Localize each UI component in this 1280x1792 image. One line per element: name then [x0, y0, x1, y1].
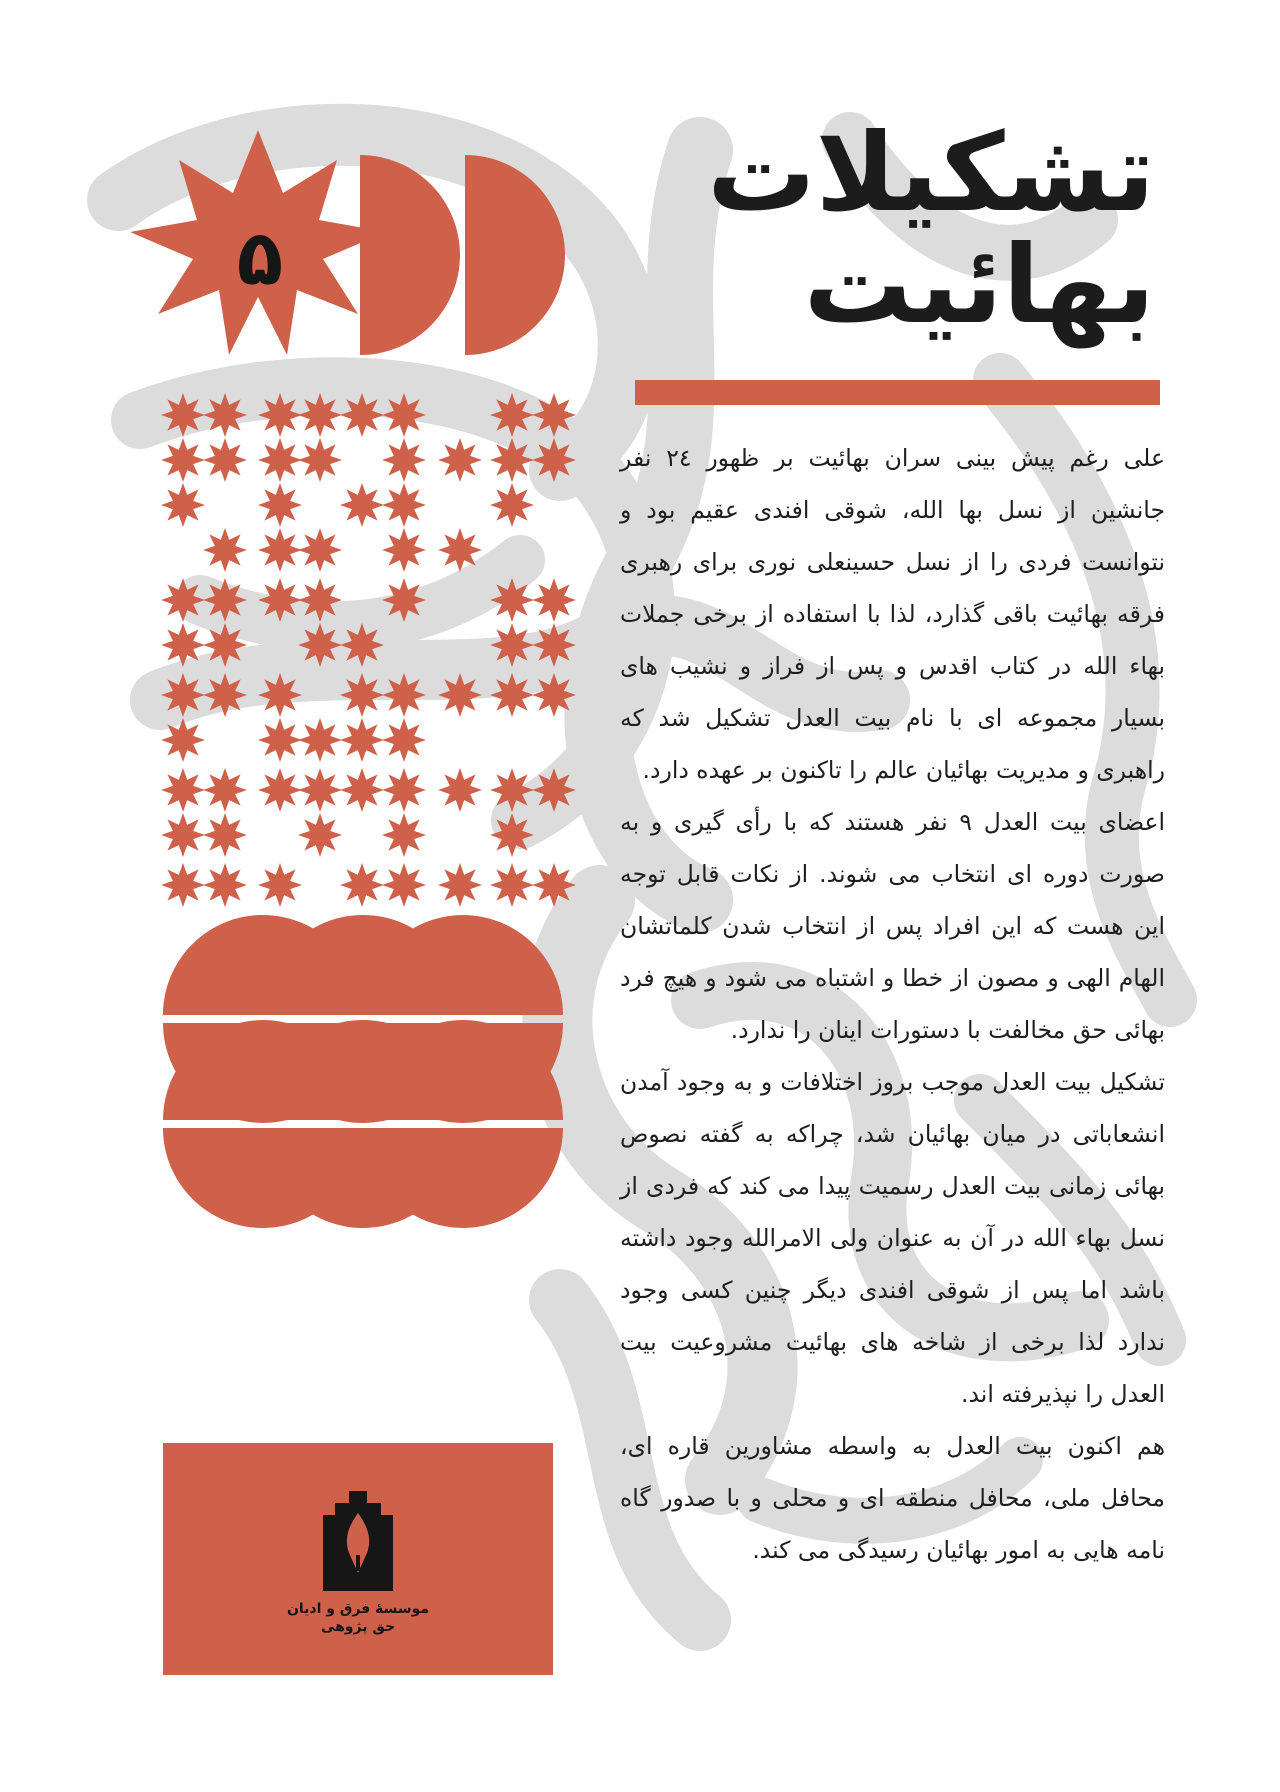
article-paragraph: علی رغم پیش بینی سران بهائیت بر ظهور ۲٤ نفر جانشین از نسل بها الله، شوقی افندی عقیم بود و نتوانست فردی را از نسل حسینعلی نوری برای رهبری فرقه بهائیت باقی گذارد، لذا با استفاده از برخی جملات بهاء الله در کتاب اقدس و پس از فراز و نشیب های بسیار مجموعه ای با نام بیت العدل تشکیل شد که راهبری و مدیریت بهائیان عالم را تاکنون بر عهده دارد. — [620, 444, 1165, 784]
article-paragraph: اعضای بیت العدل ۹ نفر هستند که با رأی گیری و به صورت دوره ای انتخاب می شوند. از نکات قابل توجه این هست که این افراد پس از انتخاب شدن کلماتشان الهام الهی و مصون از خطا و اشتباه می شود و هیچ فرد بهائی حق مخالفت با دستورات اینان را ندارد. — [620, 808, 1165, 1044]
issue-number: ۵ — [236, 213, 284, 302]
half-circle-grid — [163, 915, 563, 1228]
star-grid — [161, 393, 576, 907]
logo-panel — [163, 1443, 553, 1675]
title-line-2: بهائیت — [803, 223, 1155, 348]
title-underline — [635, 380, 1160, 405]
half-circle-icon — [163, 1128, 263, 1228]
logo-line-2: حق پژوهی — [320, 1619, 396, 1635]
logo-caption — [258, 1600, 458, 1636]
article-paragraph: هم اکنون بیت العدل به واسطه مشاورین قاره ای، محافل ملی، محافل منطقه ای و محلی و با صدور گاه نامه هایی به امور بهائیان رسیدگی می کند. — [620, 1432, 1165, 1564]
logo-line-1: موسسهٔ فرق و ادیان — [286, 1601, 430, 1617]
tower-pen-icon — [163, 1443, 553, 1675]
article-paragraph: تشکیل بیت العدل موجب بروز اختلافات و به وجود آمدن انشعاباتی در میان بهائیان شد، چراکه به گفته نصوص بهائی زمانی بیت العدل رسمیت پیدا می کند که فردی از نسل بهاء الله در آن به عنوان ولی الامرالله وجود داشته باشد اما پس از شوقی افندی دیگر چنین کسی وجود ندارد لذا برخی از شاخه های بهائیت مشروعیت بیت العدل را نپذیرفته اند. — [620, 1068, 1165, 1408]
page-title — [595, 111, 1155, 348]
title-line-1: تشکیلات — [707, 111, 1155, 236]
article-body — [620, 432, 1165, 1576]
half-circle-icon — [465, 155, 565, 355]
half-circle-icon — [360, 155, 460, 355]
